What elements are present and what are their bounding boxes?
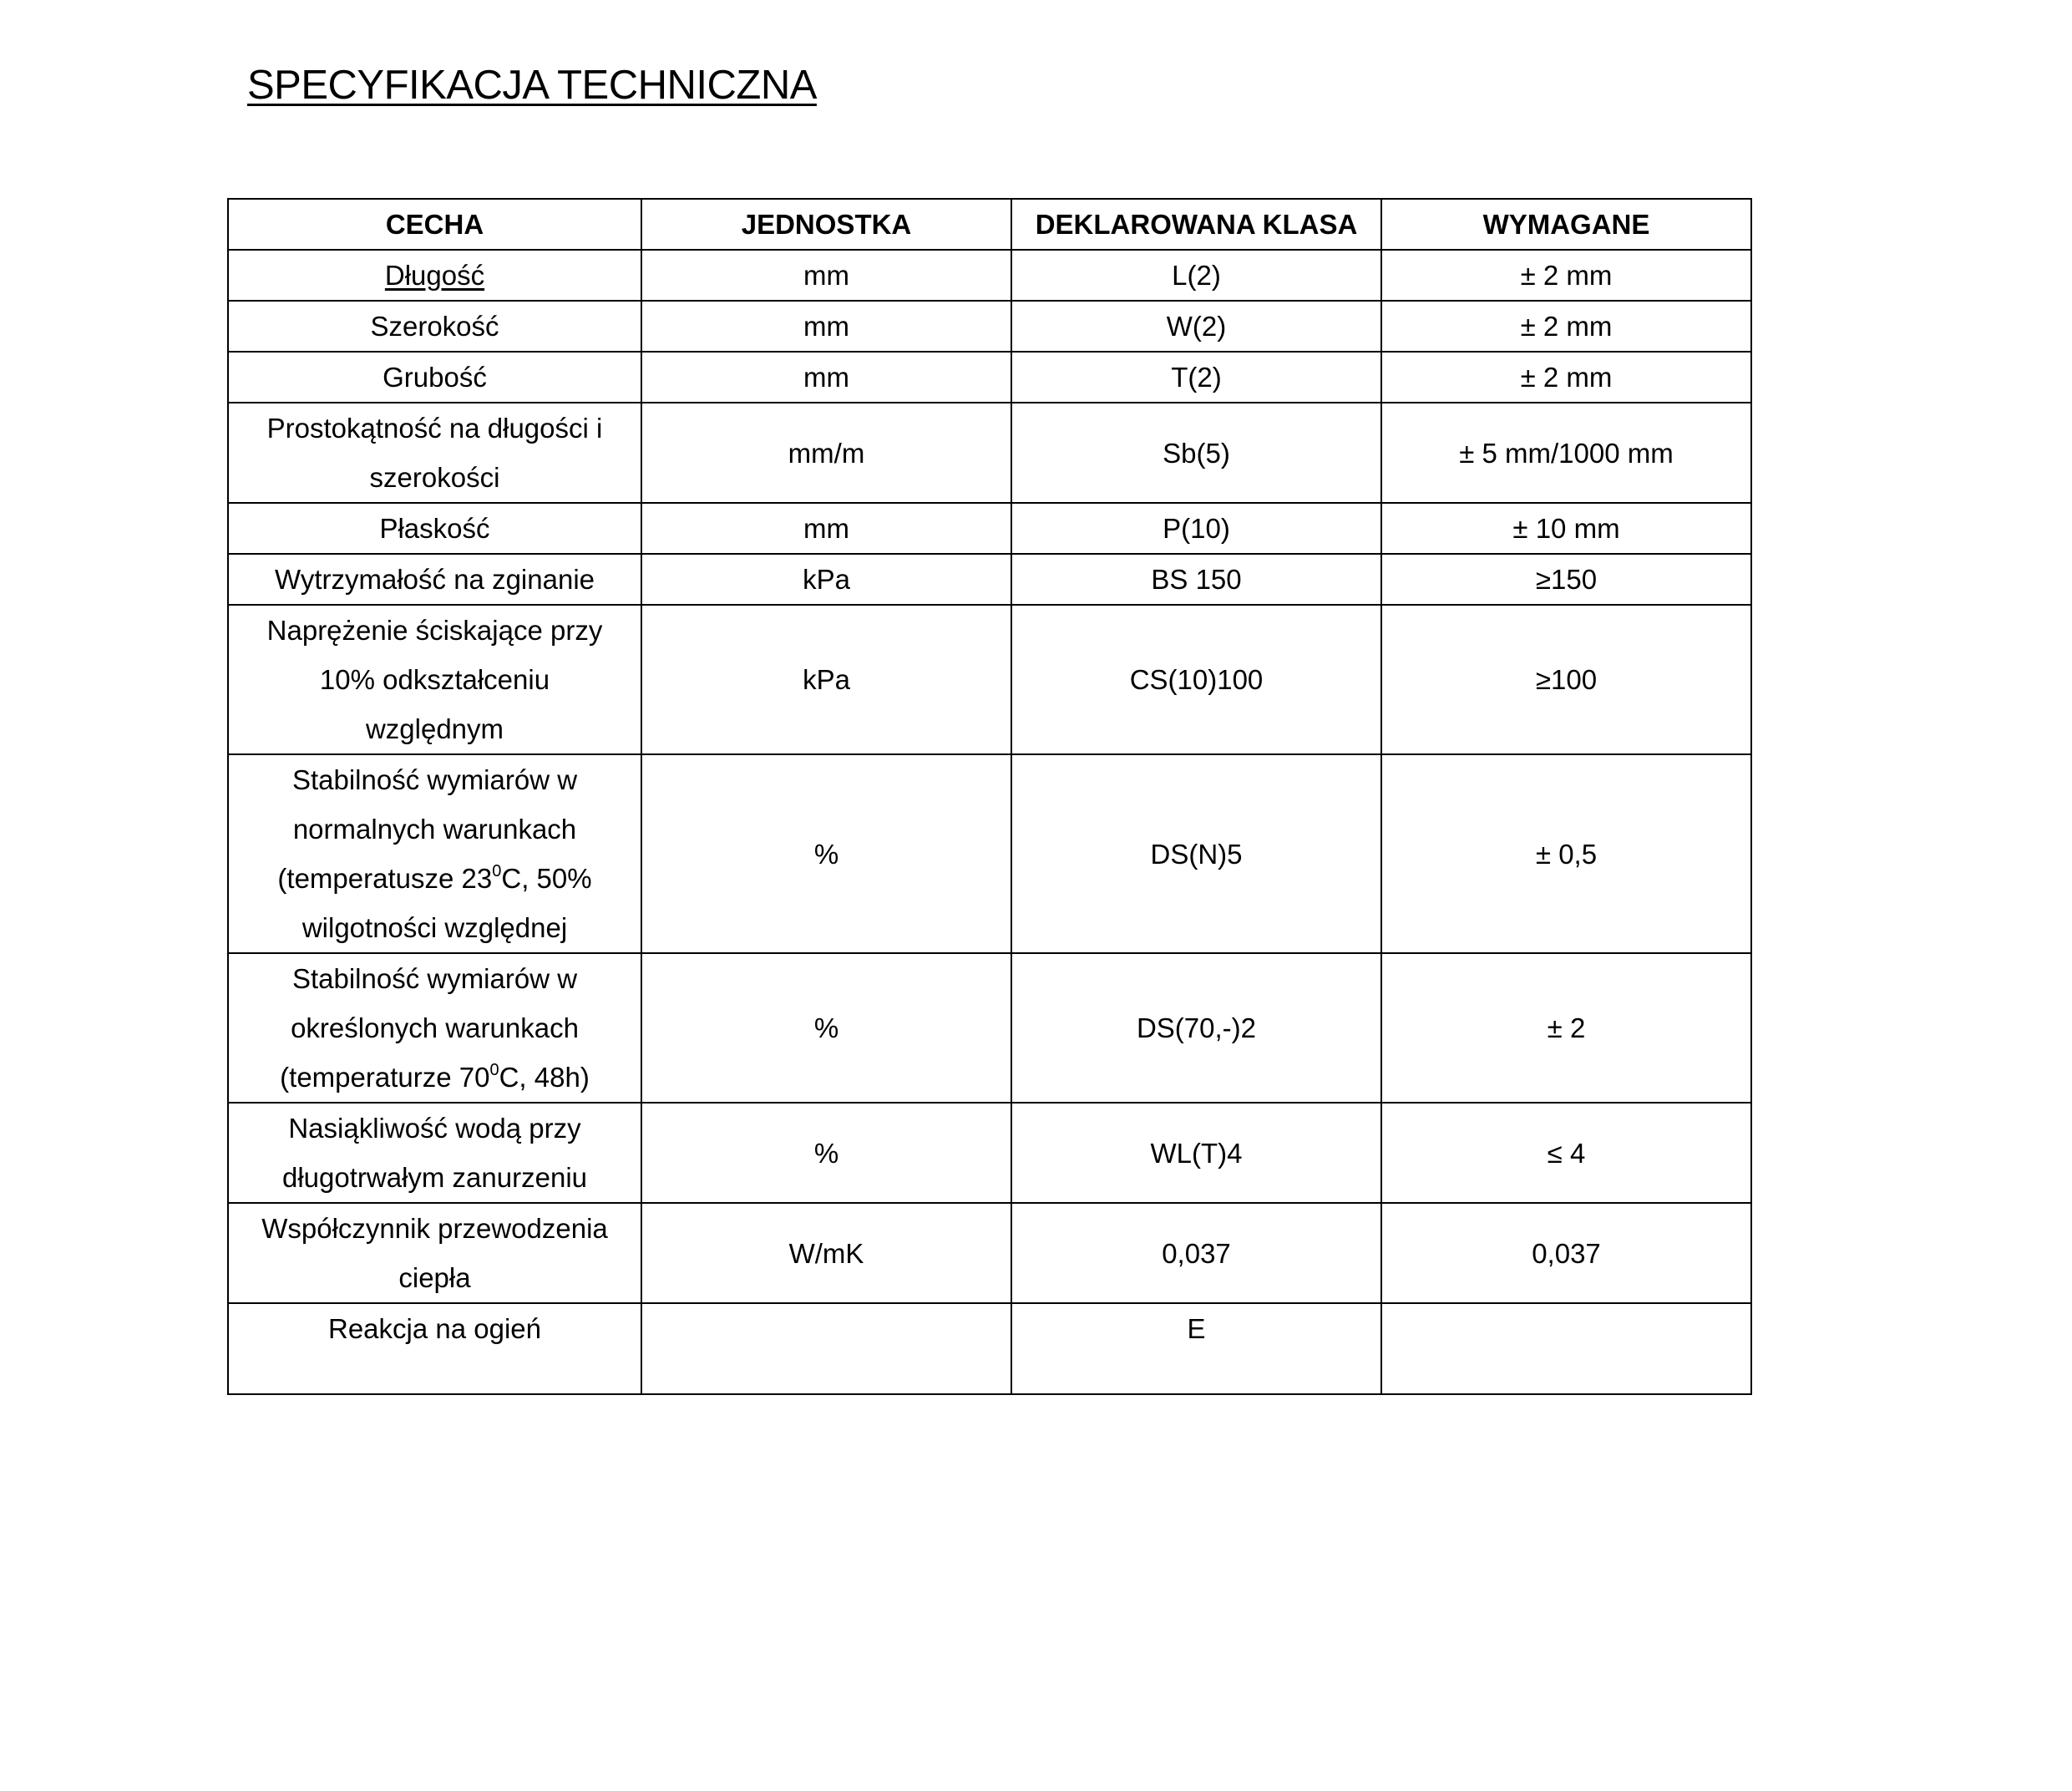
superscript-degree: 0 xyxy=(489,1061,499,1079)
table-row xyxy=(228,1103,1751,1203)
cell-wymagane: ≥150 xyxy=(1381,554,1751,605)
cell-klasa: BS 150 xyxy=(1011,554,1381,605)
header-cecha: CECHA xyxy=(228,199,641,250)
cell-jednostka: mm xyxy=(641,503,1011,554)
table-header-row xyxy=(228,199,1751,250)
cell-cecha: Współczynnik przewodzenia ciepła xyxy=(228,1203,641,1303)
cell-cecha: Szerokość xyxy=(228,301,641,352)
cell-jednostka: kPa xyxy=(641,554,1011,605)
header-deklarowana-klasa: DEKLAROWANA KLASA xyxy=(1011,199,1381,250)
cell-wymagane xyxy=(1381,1303,1751,1394)
cell-klasa: W(2) xyxy=(1011,301,1381,352)
cell-cecha: Płaskość xyxy=(228,503,641,554)
cell-klasa: 0,037 xyxy=(1011,1203,1381,1303)
page-title: SPECYFIKACJA TECHNICZNA xyxy=(247,63,817,108)
cell-cecha: Długość xyxy=(228,250,641,301)
cell-cecha: Naprężenie ściskające przy 10% odkształceniu względnym xyxy=(228,605,641,754)
cell-jednostka: kPa xyxy=(641,605,1011,754)
cell-cecha: Nasiąkliwość wodą przy długotrwałym zanurzeniu xyxy=(228,1103,641,1203)
cell-jednostka xyxy=(641,1303,1011,1394)
cell-jednostka: mm xyxy=(641,250,1011,301)
cell-jednostka: W/mK xyxy=(641,1203,1011,1303)
table-row xyxy=(228,403,1751,503)
cell-klasa: WL(T)4 xyxy=(1011,1103,1381,1203)
cell-jednostka: % xyxy=(641,754,1011,953)
cell-klasa: Sb(5) xyxy=(1011,403,1381,503)
table-row xyxy=(228,554,1751,605)
table-row xyxy=(228,605,1751,754)
cell-wymagane: ± 2 xyxy=(1381,953,1751,1103)
cell-wymagane: ± 5 mm/1000 mm xyxy=(1381,403,1751,503)
table-row xyxy=(228,250,1751,301)
cell-jednostka: % xyxy=(641,1103,1011,1203)
cell-klasa: P(10) xyxy=(1011,503,1381,554)
header-jednostka: JEDNOSTKA xyxy=(641,199,1011,250)
cell-jednostka: mm/m xyxy=(641,403,1011,503)
table-row xyxy=(228,352,1751,403)
cell-wymagane: ≥100 xyxy=(1381,605,1751,754)
cell-wymagane: ± 0,5 xyxy=(1381,754,1751,953)
cell-wymagane: ≤ 4 xyxy=(1381,1103,1751,1203)
cell-klasa: E xyxy=(1011,1303,1381,1394)
cell-cecha: Stabilność wymiarów w określonych warunkach (temperaturze $70^0C$, 48h) xyxy=(228,953,641,1103)
table-row xyxy=(228,503,1751,554)
cell-cecha: Stabilność wymiarów w normalnych warunkach (temperatusze $23^0C$, 50% wilgotności względnej xyxy=(228,754,641,953)
table-row xyxy=(228,1203,1751,1303)
cell-klasa: DS(70,-)2 xyxy=(1011,953,1381,1103)
cell-klasa: DS(N)5 xyxy=(1011,754,1381,953)
technical-specification-table xyxy=(227,198,1752,1395)
table-row xyxy=(228,953,1751,1103)
table-row xyxy=(228,301,1751,352)
cell-klasa: L(2) xyxy=(1011,250,1381,301)
cell-klasa: T(2) xyxy=(1011,352,1381,403)
superscript-degree: 0 xyxy=(492,862,502,880)
cell-wymagane: ± 2 mm xyxy=(1381,301,1751,352)
cell-wymagane: ± 2 mm xyxy=(1381,250,1751,301)
table-row xyxy=(228,754,1751,953)
table-row xyxy=(228,1303,1751,1394)
cell-klasa: CS(10)100 xyxy=(1011,605,1381,754)
cell-wymagane: ± 2 mm xyxy=(1381,352,1751,403)
cell-cecha: Wytrzymałość na zginanie xyxy=(228,554,641,605)
header-wymagane: WYMAGANE xyxy=(1381,199,1751,250)
cell-cecha: Reakcja na ogień xyxy=(228,1303,641,1394)
cell-jednostka: % xyxy=(641,953,1011,1103)
cell-wymagane: ± 10 mm xyxy=(1381,503,1751,554)
cell-wymagane: 0,037 xyxy=(1381,1203,1751,1303)
cell-jednostka: mm xyxy=(641,301,1011,352)
cell-cecha: Grubość xyxy=(228,352,641,403)
cell-cecha: Prostokątność na długości i szerokości xyxy=(228,403,641,503)
cell-jednostka: mm xyxy=(641,352,1011,403)
